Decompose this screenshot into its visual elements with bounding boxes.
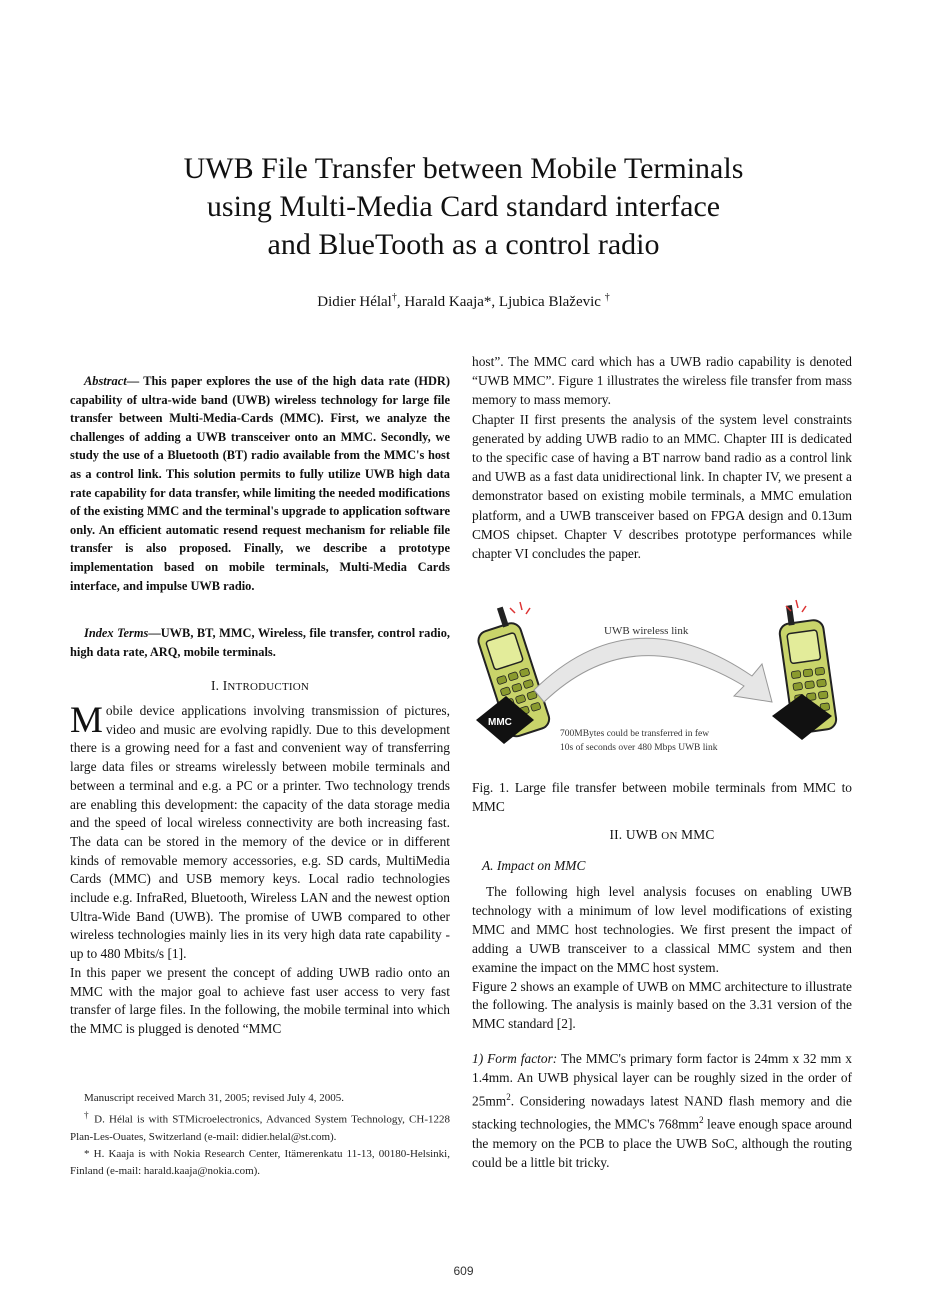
right-phone-icon bbox=[772, 600, 837, 740]
section-2-heading-sc: ON bbox=[661, 830, 678, 842]
footnote-2-mark: † bbox=[84, 1110, 90, 1120]
author-list bbox=[80, 292, 847, 311]
footnote-2-text: D. Hélal is with STMicroelectronics, Advanced System Technology, CH-1228 Plan-Les-Ouates, Switzerland (e-mail: didier.helal@st.com). bbox=[70, 1113, 450, 1143]
figure-note-line-2: 10s of seconds over 480 Mbps UWB link bbox=[560, 743, 718, 753]
section-2-heading bbox=[472, 827, 852, 843]
section-1-heading bbox=[70, 678, 450, 694]
form-factor-lead: 1) Form factor: bbox=[472, 1051, 558, 1067]
form-factor-sup-2: 2 bbox=[699, 1115, 704, 1126]
footnote-3-text: H. Kaaja is with Nokia Research Center, Itämerenkatu 11-13, 00180-Helsinki, Finland (e-mail: harald.kaaja@nokia.com). bbox=[70, 1147, 450, 1177]
author-3-mark: † bbox=[604, 292, 610, 303]
section-2-paragraph-2: Figure 2 shows an example of UWB on MMC architecture to illustrate the following. The analysis is mainly based on the 3.31 version of the MMC standard [2]. bbox=[472, 978, 852, 1032]
author-1-mark: † bbox=[391, 292, 397, 303]
footnote-1: Manuscript received March 31, 2005; revised July 4, 2005. bbox=[84, 1092, 344, 1104]
section-2-body bbox=[472, 883, 852, 1173]
abstract-lead: Abstract bbox=[84, 374, 127, 388]
wireless-link-arrow bbox=[534, 638, 772, 702]
footnote-3 bbox=[70, 1146, 450, 1180]
paper-title bbox=[80, 150, 847, 264]
figure-1-illustration bbox=[472, 598, 852, 766]
intro-paragraph-1-text: obile device applications involving transmission of pictures, video and music are evolving rapidly. Due to this development there is a growing need for a fast and convenient way of transferring large data files or streams wirelessly between mobile terminals and between a terminal and e.g. a PC or a printer. Two technology trends are enabling this development: the capacity of the data storage media and the speed of local wireless connectivity are both increasing fast. The data can be stored in the memory of the device or in different kinds of removable memory accessories, e.g. SD cards, MultiMedia Cards (MMC) and USB memory keys. Local radio technologies include e.g. InfraRed, Bluetooth, Wireless LAN and the newest option Ultra-Wide Band (UWB). The promise of UWB compared to other wireless technologies mainly lies in its very high data rate capability - up to 480 Mbits/s [1]. bbox=[70, 703, 450, 962]
right-paragraph-2: Chapter II first presents the analysis of the system level constraints generated by adding UWB radio to an MMC. Chapter III is dedicated to the specific case of having a BT narrow band radio as a control link and UWB as a fast data unidirectional link. In chapter IV, we present a demonstrator based on existing mobile terminals, a MMC emulation platform, and a UWB transceiver based on FPGA design and 0.13um CMOS chipset. Chapter V describes prototype performances while chapter VI concludes the paper. bbox=[472, 411, 852, 562]
title-line-3: and BlueTooth as a control radio bbox=[267, 228, 660, 261]
title-line-1: UWB File Transfer between Mobile Terminals bbox=[183, 152, 744, 185]
section-1-rest: NTRODUCTION bbox=[227, 681, 310, 693]
index-terms-text: —UWB, BT, MMC, Wireless, file transfer, control radio, high data rate, ARQ, mobile terminals. bbox=[70, 626, 450, 659]
index-terms bbox=[70, 624, 450, 661]
introduction-body bbox=[70, 702, 450, 1039]
author-3: Ljubica Blaževic bbox=[498, 294, 605, 310]
section-1-numeral: I. bbox=[210, 678, 223, 693]
wireless-link-label: UWB wireless link bbox=[604, 625, 689, 637]
form-factor-text-a: The MMC's primary form factor is 24mm x 32 mm x 1.4mm. An UWB physical layer can be roughly sized in the order of 25mm bbox=[472, 1051, 852, 1109]
abstract-text: — This paper explores the use of the high data rate (HDR) capability of ultra-wide band (UWB) wireless technology for large file transfer between Multi-Media-Cards (MMC). First, we analyze the challenges of adding a UWB transceiver onto an MMC. Secondly, we study the use of a Bluetooth (BT) radio available from the MMC's host as a control link. This solution permits to fully utilize UWB high data rate capability for data transfer, while limiting the needed modifications of the existing MMC and the terminal's upgrade to application software only. An efficient automatic resend request mechanism for reliable file transfer is also proposed. Finally, we describe a prototype implementation based on mobile terminals, Multi-Media Cards interface, and impulse UWB radio. bbox=[70, 374, 450, 593]
form-factor-text-b: . Considering nowadays latest NAND flash memory and die stacking technologies, the MMC's 768mm bbox=[472, 1093, 852, 1132]
footnote-3-mark: * bbox=[84, 1147, 90, 1160]
section-1-first-letter: I bbox=[222, 678, 228, 693]
footnotes bbox=[70, 1090, 450, 1180]
form-factor-paragraph bbox=[472, 1050, 852, 1172]
abstract bbox=[70, 372, 450, 595]
author-1: Didier Hélal bbox=[317, 294, 392, 310]
right-paragraph-1: host”. The MMC card which has a UWB radio capability is denoted “UWB MMC”. Figure 1 illustrates the wireless file transfer from mass memory to mass memory. bbox=[472, 354, 852, 408]
figure-note-line-1: 700MBytes could be transferred in few bbox=[560, 729, 710, 739]
index-terms-lead: Index Terms bbox=[84, 626, 149, 640]
page-number: 609 bbox=[453, 1264, 474, 1278]
intro-paragraph-2: In this paper we present the concept of adding UWB radio onto an MMC with the major goal to achieve fast user access to very fast transfer of large files. In the following, the mobile terminal into which the MMC is plugged is denoted “MMC bbox=[70, 964, 450, 1036]
intro-paragraph-1 bbox=[70, 702, 450, 964]
form-factor-sup-1: 2 bbox=[506, 1092, 511, 1103]
footnote-2 bbox=[70, 1107, 450, 1146]
right-column-intro bbox=[472, 352, 852, 563]
section-2-paragraph-1: The following high level analysis focuses on enabling UWB technology with a minimum of low level modifications of existing MMC and MMC host technologies. We first present the impact of adding a UWB transceiver to a classical MMC system and then examine the impact on the MMC host system. bbox=[472, 884, 852, 975]
mmc-card-label: MMC bbox=[488, 717, 512, 728]
section-2-heading-main: II. UWB bbox=[609, 827, 662, 842]
subsection-a-heading: A. Impact on MMC bbox=[482, 858, 586, 873]
author-2: , Harald Kaaja*, bbox=[396, 294, 499, 310]
figure-1-caption: Fig. 1. Large file transfer between mobile terminals from MMC to MMC bbox=[472, 780, 852, 814]
drop-cap: M bbox=[70, 700, 103, 741]
form-factor-text-c: leave enough space around the memory on the PCB to place the UWB SoC, although the routing could be a little bit tricky. bbox=[472, 1116, 853, 1170]
section-2-heading-end: MMC bbox=[677, 827, 715, 842]
title-line-2: using Multi-Media Card standard interface bbox=[206, 190, 721, 223]
